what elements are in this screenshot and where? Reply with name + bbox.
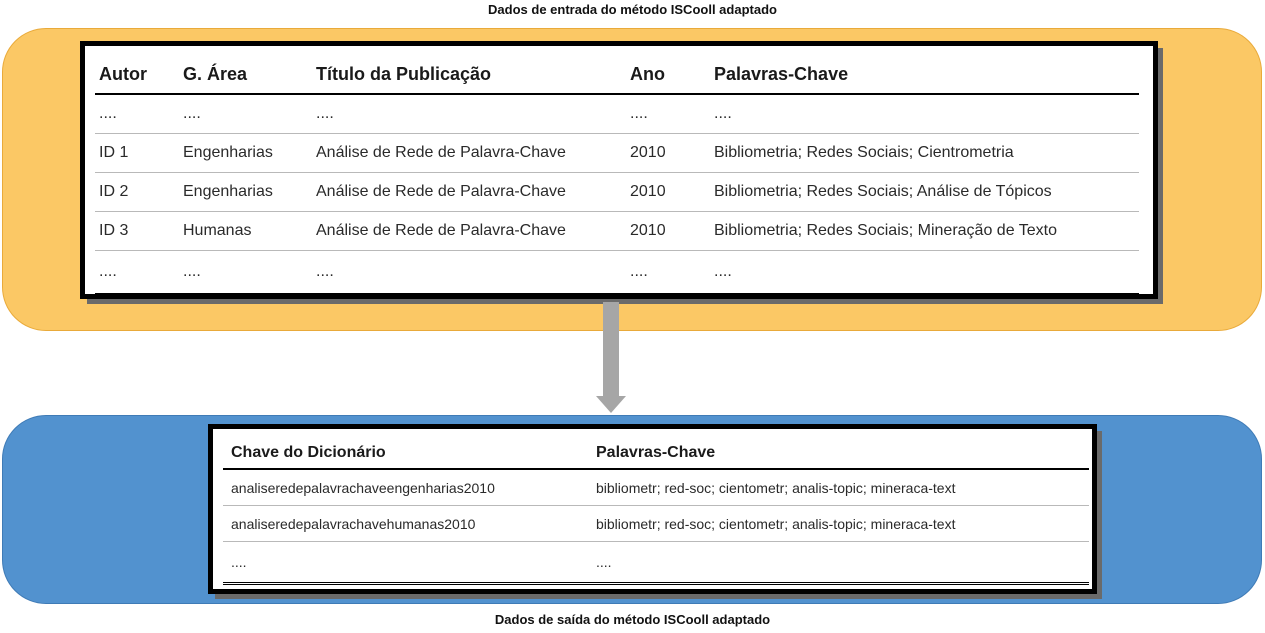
input-table-header-row [95, 55, 1139, 94]
table-row [223, 469, 1089, 506]
table-row [95, 173, 1139, 212]
cell-area: Humanas [183, 212, 316, 251]
cell-autor: ID 2 [95, 173, 183, 212]
output-table-header-row [223, 438, 1089, 469]
cell-palavras: bibliometr; red-soc; cientometr; analis-topic; mineraca-text [596, 506, 1089, 542]
cell-titulo: Análise de Rede de Palavra-Chave [316, 173, 630, 212]
table-row [223, 506, 1089, 542]
table-row [95, 134, 1139, 173]
input-table [95, 55, 1139, 296]
header-autor: Autor [95, 55, 183, 94]
cell-titulo: .... [316, 94, 630, 134]
cell-palavras: .... [596, 542, 1089, 584]
output-table-frame [208, 424, 1097, 594]
cell-area: Engenharias [183, 173, 316, 212]
cell-titulo: Análise de Rede de Palavra-Chave [316, 212, 630, 251]
cell-ano: .... [630, 94, 714, 134]
cell-area: .... [183, 251, 316, 295]
down-arrow-icon [596, 302, 626, 414]
cell-palavras: bibliometr; red-soc; cientometr; analis-topic; mineraca-text [596, 469, 1089, 506]
cell-ano: 2010 [630, 173, 714, 212]
table-row [223, 542, 1089, 584]
cell-titulo: .... [316, 251, 630, 295]
cell-autor: .... [95, 251, 183, 295]
table-row [95, 251, 1139, 295]
input-caption: Dados de entrada do método ISCooll adaptado [488, 2, 777, 17]
cell-autor: ID 1 [95, 134, 183, 173]
output-table [223, 438, 1089, 585]
output-caption: Dados de saída do método ISCooll adaptado [494, 612, 771, 627]
header-palavras-chave: Palavras-Chave [596, 438, 1089, 469]
table-row [95, 212, 1139, 251]
header-palavras-chave: Palavras-Chave [714, 55, 1139, 94]
cell-titulo: Análise de Rede de Palavra-Chave [316, 134, 630, 173]
input-table-frame [80, 41, 1158, 299]
cell-palavras: Bibliometria; Redes Sociais; Análise de Tópicos [714, 173, 1139, 212]
cell-palavras: .... [714, 251, 1139, 295]
header-grande-area: G. Área [183, 55, 316, 94]
cell-ano: 2010 [630, 134, 714, 173]
cell-palavras: Bibliometria; Redes Sociais; Cientrometria [714, 134, 1139, 173]
table-row [95, 94, 1139, 134]
cell-palavras: Bibliometria; Redes Sociais; Mineração de Texto [714, 212, 1139, 251]
cell-area: .... [183, 94, 316, 134]
cell-ano: .... [630, 251, 714, 295]
header-titulo: Título da Publicação [316, 55, 630, 94]
cell-chave: .... [223, 542, 596, 584]
cell-autor: .... [95, 94, 183, 134]
cell-autor: ID 3 [95, 212, 183, 251]
cell-palavras: .... [714, 94, 1139, 134]
header-ano: Ano [630, 55, 714, 94]
cell-chave: analiseredepalavrachaveengenharias2010 [223, 469, 596, 506]
cell-area: Engenharias [183, 134, 316, 173]
cell-chave: analiseredepalavrachavehumanas2010 [223, 506, 596, 542]
header-chave-dicionario: Chave do Dicionário [223, 438, 596, 469]
cell-ano: 2010 [630, 212, 714, 251]
